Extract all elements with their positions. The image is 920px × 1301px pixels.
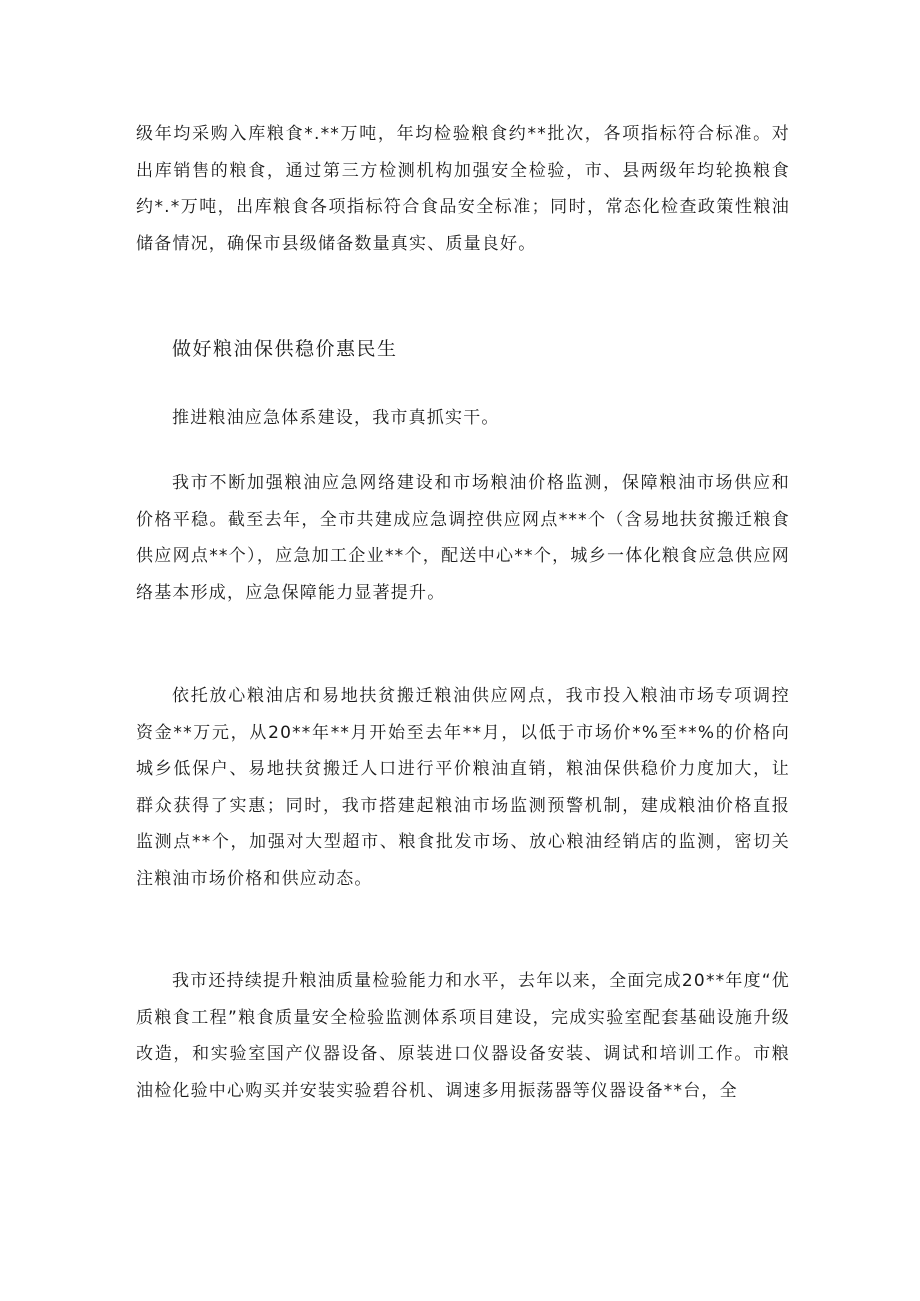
paragraph-quality-inspection: 我市还持续提升粮油质量检验能力和水平，去年以来，全面完成20**年度“优质粮食工程”粮食质量安全检验监测体系项目建设，完成实验室配套基础设施升级改造，和实验室国产仪器设备、原装进口仪器设备安装、调试和培训工作。市粮油检化验中心购买并安装实验碧谷机、调速多用振荡器等仪器设备**台，全 [136, 971, 790, 1101]
paragraph-price-stabilization: 依托放心粮油店和易地扶贫搬迁粮油供应网点，我市投入粮油市场专项调控资金**万元，从20**年**月开始至去年**月，以低于市场价*%至**%的价格向城乡低保户、易地扶贫搬迁人口进行平价粮油直销，粮油保供稳价力度加大，让群众获得了实惠；同时，我市搭建起粮油市场监测预警机制，建成粮油价格直报监测点**个，加强对大型超市、粮食批发市场、放心粮油经销店的监测，密切关注粮油市场价格和供应动态。 [136, 686, 790, 889]
paragraph-emergency-network: 我市不断加强粮油应急网络建设和市场粮油价格监测，保障粮油市场供应和价格平稳。截至去年，全市共建成应急调控供应网点***个（含易地扶贫搬迁粮食供应网点**个），应急加工企业**个，配送中心**个，城乡一体化粮食应急供应网络基本形成，应急保障能力显著提升。 [136, 473, 790, 603]
paragraph-emergency-intro: 推进粮油应急体系建设，我市真抓实干。 [172, 408, 500, 428]
section-heading: 做好粮油保供稳价惠民生 [172, 338, 398, 360]
paragraph-grain-reserve: 级年均采购入库粮食*.**万吨，年均检验粮食约**批次，各项指标符合标准。对出库销售的粮食，通过第三方检测机构加强安全检验，市、县两级年均轮换粮食约*.*万吨，出库粮食各项指标符合食品安全标准；同时，常态化检查政策性粮油储备情况，确保市县级储备数量真实、质量良好。 [136, 124, 790, 254]
